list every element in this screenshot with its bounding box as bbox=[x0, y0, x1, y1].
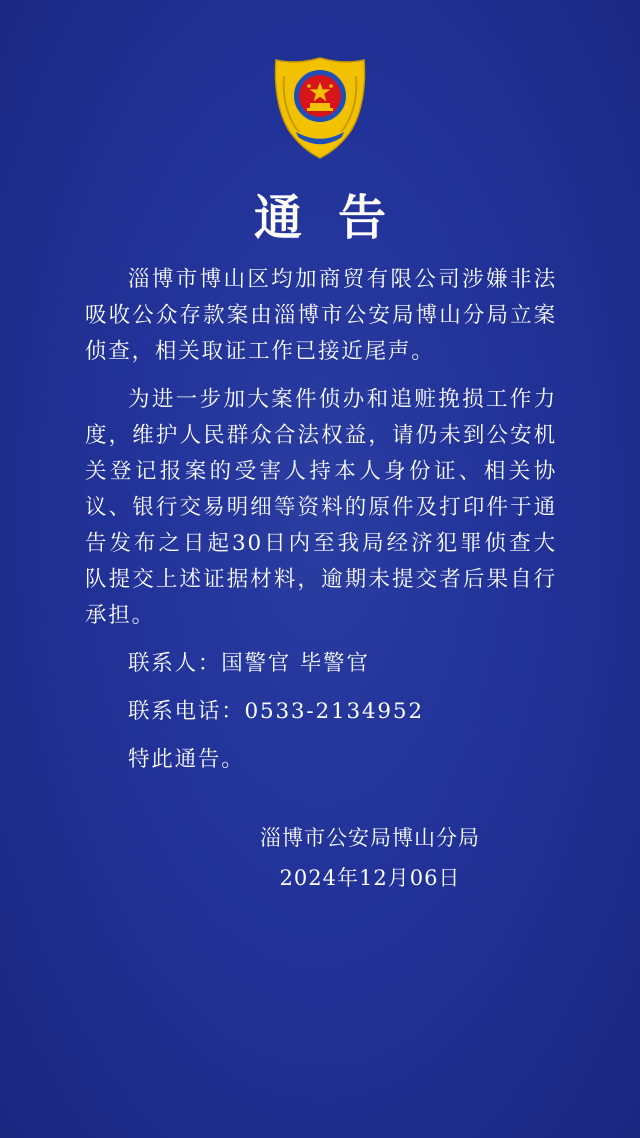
paragraph-case: 淄博市博山区均加商贸有限公司涉嫌非法吸收公众存款案由淄博市公安局博山分局立案侦查，相关取证工作已接近尾声。 bbox=[85, 267, 557, 364]
issue-date: 2024年12月06日 bbox=[279, 866, 461, 890]
signature-block bbox=[260, 818, 480, 898]
page-title: 通告 bbox=[253, 190, 422, 246]
notice-body bbox=[85, 262, 557, 790]
contact-phone: 联系电话：0533-2134952 bbox=[128, 699, 424, 724]
issuer: 淄博市公安局博山分局 bbox=[260, 826, 480, 850]
paragraph-request: 为进一步加大案件侦办和追赃挽损工作力度，维护人民群众合法权益，请仍未到公安机关登记报案的受害人持本人身份证、相关协议、银行交易明细等资料的原件及打印件于通告发布之日起30日内至我局经济犯罪侦查大队提交上述证据材料，逾期未提交者后果自行承担。 bbox=[85, 387, 557, 628]
contact-persons: 联系人：国警官 毕警官 bbox=[128, 651, 370, 676]
police-emblem-icon bbox=[270, 56, 370, 160]
closing-line: 特此通告。 bbox=[128, 747, 245, 772]
